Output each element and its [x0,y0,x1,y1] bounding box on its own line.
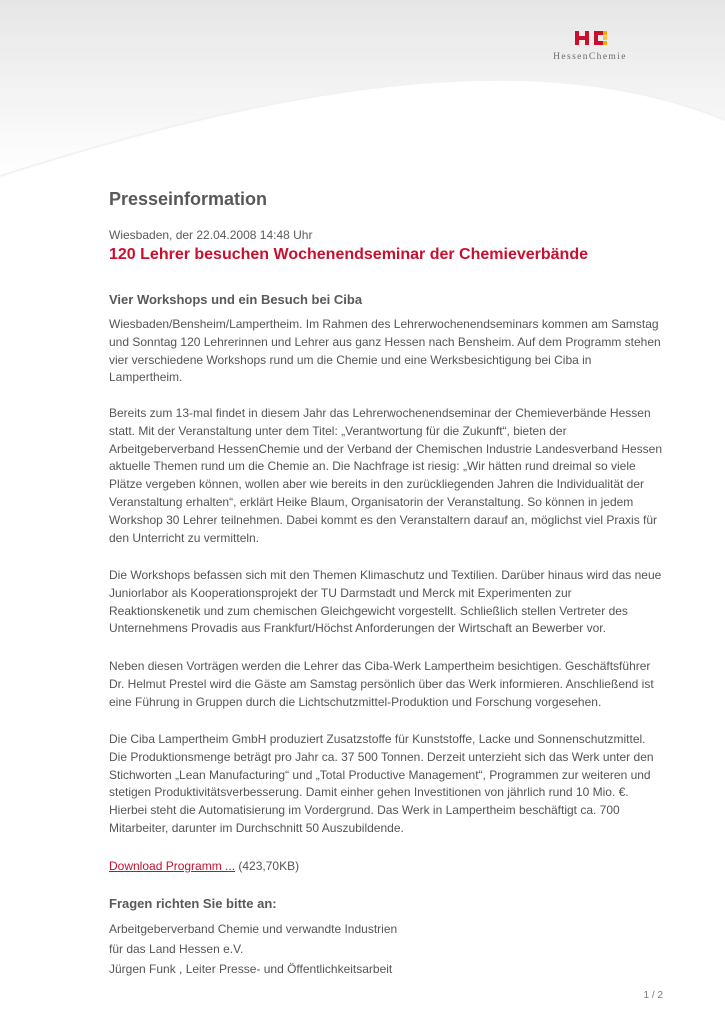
hessenchemie-logo-icon [575,28,607,48]
contact-line: Arbeitgeberverband Chemie und verwandte Industrien [109,922,398,936]
logo-wordmark: HessenChemie [553,52,627,62]
page-number: 1 / 2 [643,990,663,1001]
article-paragraph: Die Ciba Lampertheim GmbH produziert Zusatzstoffe für Kunststoffe, Lacke und Sonnenschutzmittel. Die Produktionsmenge beträgt pro Jahr ca. 37 500 Tonnen. Derzeit unterzieht sich das Werk unter den Stichworten „Lean Manufacturing“ und „Total Productive Management“, Programmen zur weiteren und stetigen Produktivitätsverbesserung. Damit einher gehen Investitionen von jährlich rund 10 Mio. €. Hierbei steht die Automatisierung im Vordergrund. Das Werk in Lampertheim beschäftigt ca. 700 Mitarbeiter, darunter im Durchschnitt 50 Auszubildende. [109,732,654,835]
contact-heading: Fragen richten Sie bitte an: [109,896,277,911]
contact-line: Jürgen Funk , Leiter Presse- und Öffentlichkeitsarbeit [109,962,393,976]
article-paragraph: Neben diesen Vorträgen werden die Lehrer das Ciba-Werk Lampertheim besichtigen. Geschäftsführer Dr. Helmut Prestel wird die Gäste am Samstag persönlich über das Werk informieren. Anschließend ist eine Führung in Gruppen durch die Lichtschutzmittel-Produktion und Forschung vorgesehen. [109,659,654,709]
article-paragraph: Die Workshops befassen sich mit den Themen Klimaschutz und Textilien. Darüber hinaus wird das neue Juniorlabor als Kooperationsprojekt der TU Darmstadt und Merck mit Experimenten zur Reaktionskenetik und zum chemischen Gleichgewicht vorgestellt. Schließlich stellen Vertreter des Unternehmens Provadis aus Frankfurt/Höchst Anforderungen der Wirtschaft an Bewerber vor. [109,568,662,636]
download-file-size: (423,70KB) [238,859,300,873]
article-subheadline: Vier Workshops und ein Besuch bei Ciba [109,292,363,307]
article-paragraph: Wiesbaden/Bensheim/Lampertheim. Im Rahmen des Lehrerwochenendseminars kommen am Samstag und Sonntag 120 Lehrerinnen und Lehrer aus ganz Hessen nach Bensheim. Auf dem Programm stehen vier verschiedene Workshops rund um die Chemie und eine Werksbesichtigung bei Ciba in Lampertheim. [109,317,661,385]
contact-line: für das Land Hessen e.V. [109,942,244,956]
article-headline: 120 Lehrer besuchen Wochenendseminar der Chemieverbände [109,246,588,263]
dateline: Wiesbaden, der 22.04.2008 14:48 Uhr [109,228,313,242]
article-paragraph: Bereits zum 13-mal findet in diesem Jahr das Lehrerwochenendseminar der Chemieverbände Hessen statt. Mit der Veranstaltung unter dem Titel: „Verantwortung für die Zukunft“, bieten der Arbeitgeberverband HessenChemie und der Verband der Chemischen Industrie Landesverband Hessen aktuelle Themen rund um die Chemie an. Die Nachfrage ist riesig: „Wir hätten rund dreimal so viele Plätze vergeben können, wollen aber wie bereits in den zurückliegenden Jahren die Individualität der Veranstaltung erhalten“, erklärt Heike Blaum, Organisatorin der Veranstaltung. So können in jedem Workshop 30 Lehrer teilnehmen. Dabei kommt es den Veranstaltern darauf an, möglichst viel Praxis für den Unterricht zu vermitteln. [109,406,663,545]
hessenchemie-logo [540,28,640,68]
download-row [109,859,299,873]
page-title: Presseinformation [109,189,268,209]
download-program-link[interactable]: Download Programm ... [109,859,236,873]
contact-list [109,919,397,979]
